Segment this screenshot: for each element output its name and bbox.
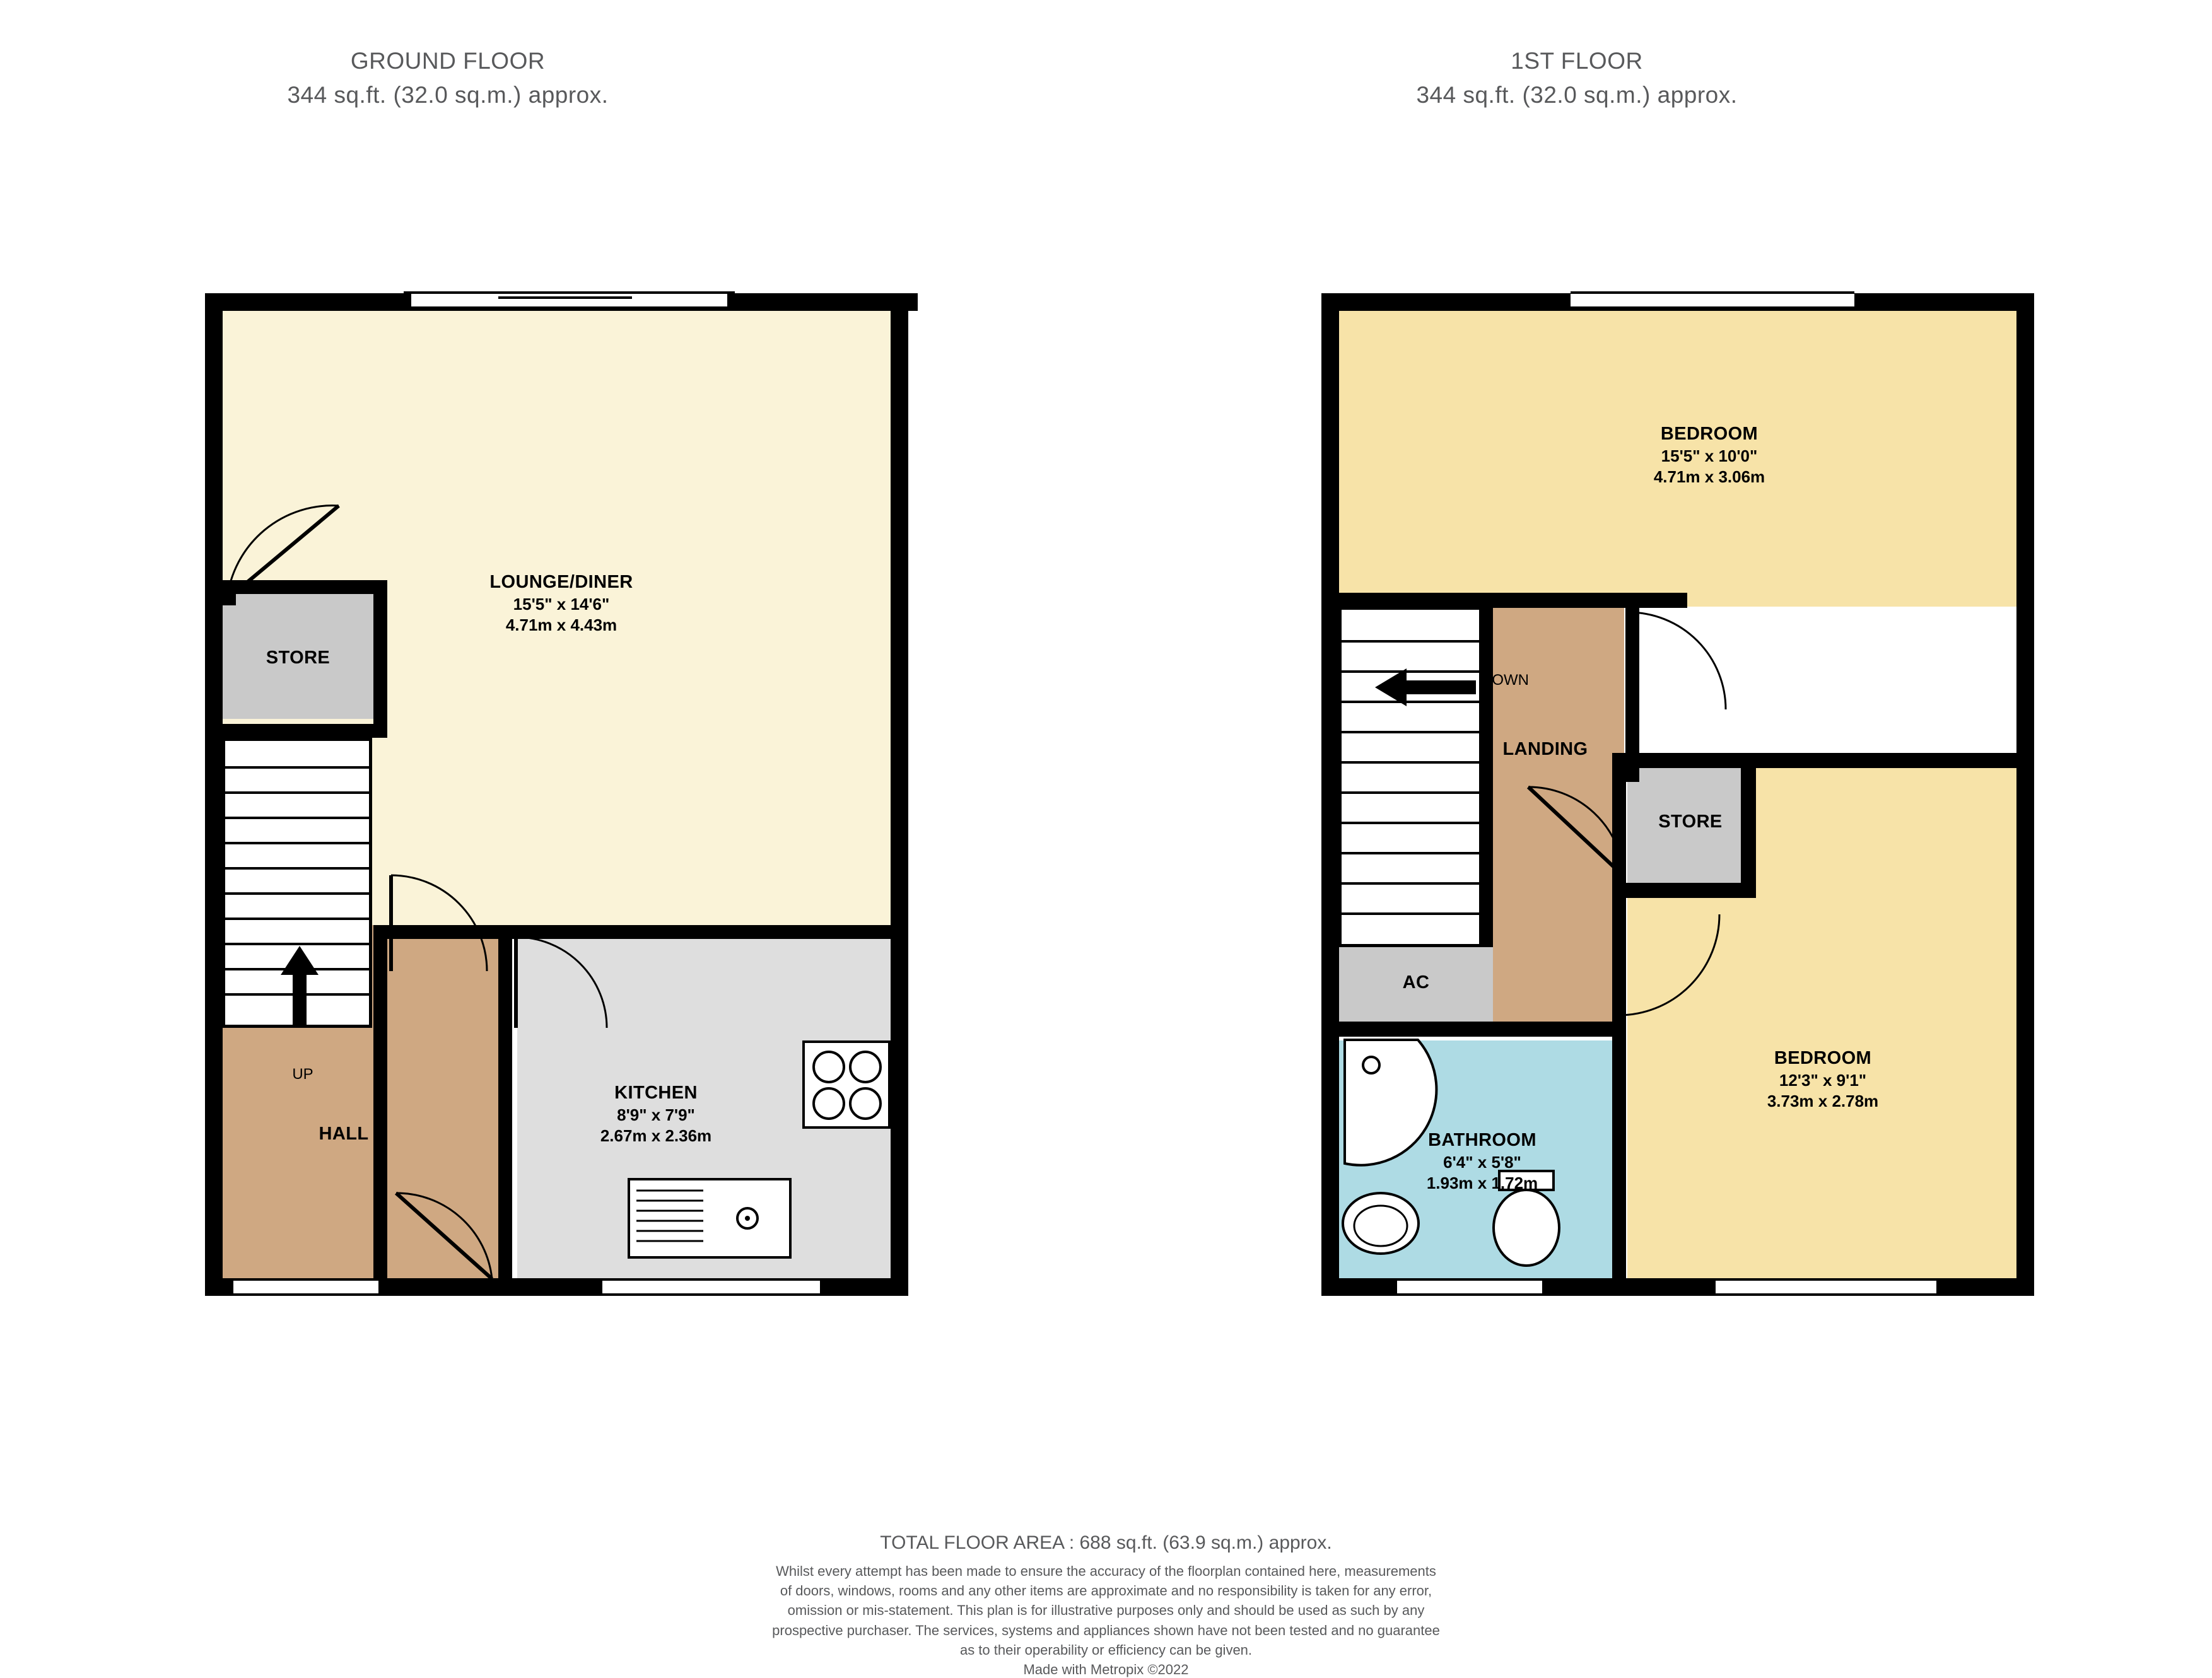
bedroom2-door-arc [1615, 908, 1728, 1025]
stairs-up-arrow [278, 946, 322, 1028]
lounge-door-arc [385, 870, 505, 977]
first-store-label: STORE [1658, 812, 1723, 832]
first-floor-title: 1ST FLOOR [1511, 48, 1643, 74]
ground-floor-area: 344 sq.ft. (32.0 sq.m.) approx. [287, 81, 609, 108]
bedroom1-door-arc [1625, 609, 1738, 719]
disclaimer-line-1: Whilst every attempt has been made to ensure the accuracy of the floorplan contained here, measurements [776, 1563, 1436, 1579]
ac-label: AC [1402, 972, 1430, 993]
made-with-credit: Made with Metropix ©2022 [1023, 1662, 1189, 1678]
stairs-down-arrow [1375, 665, 1476, 709]
ground-wall-left [205, 293, 223, 1296]
bedroom1-window-top [1571, 291, 1854, 309]
disclaimer-line-3: omission or mis-statement. This plan is for illustrative purposes only and should be used as such by any [787, 1602, 1425, 1619]
front-door-arc [391, 1186, 501, 1286]
hall-label: HALL [319, 1124, 369, 1144]
store-door-arc [222, 498, 348, 602]
ground-floor-title: GROUND FLOOR [350, 48, 546, 74]
store-bottom-wall [1612, 883, 1756, 898]
ground-floor-heading [208, 44, 688, 112]
bedroom2-top-wall [1612, 753, 2018, 768]
disclaimer [0, 1561, 2212, 1660]
up-annotation: UP [292, 1066, 313, 1083]
first-floor-heading [1337, 44, 1817, 112]
bathroom-top-wall [1338, 1022, 1625, 1037]
window-jamb-left [404, 291, 411, 309]
bathroom-label: BATHROOM 6'4" x 5'8" 1.93m x 1.72m [1426, 1130, 1538, 1193]
bedroom2-window-bottom [1716, 1278, 1936, 1296]
total-floor-area: TOTAL FLOOR AREA : 688 sq.ft. (63.9 sq.m.) approx. [880, 1532, 1332, 1553]
ground-wall-right [891, 293, 908, 1296]
lounge-diner-label: LOUNGE/DINER 15'5" x 14'6" 4.71m x 4.43m [489, 572, 633, 635]
disclaimer-line-5: as to their operability or efficiency can be given. [959, 1641, 1253, 1658]
kitchen-label: KITCHEN 8'9" x 7'9" 2.67m x 2.36m [600, 1083, 712, 1146]
first-floor-area: 344 sq.ft. (32.0 sq.m.) approx. [1416, 81, 1738, 108]
first-staircase [1338, 607, 1482, 947]
landing-label: LANDING [1502, 739, 1588, 759]
sink-icon [628, 1178, 792, 1259]
basin-icon [1338, 1186, 1424, 1261]
ground-store-label: STORE [266, 648, 331, 668]
disclaimer-line-2: of doors, windows, rooms and any other items are approximate and no responsibility is taken for any error, [780, 1583, 1432, 1599]
footer [0, 1532, 2212, 1678]
hall-window-bottom [233, 1278, 378, 1296]
hob-icon [802, 1040, 891, 1129]
hall-lounge-wall [373, 925, 387, 1278]
window-jamb-right [727, 291, 735, 309]
bathroom-window-bottom [1397, 1278, 1542, 1296]
disclaimer-line-4: prospective purchaser. The services, systems and appliances shown have not been tested and no guarantee [772, 1622, 1440, 1638]
first-wall-right [2016, 293, 2034, 1296]
kitchen-window-bottom [602, 1278, 820, 1296]
bedroom2-label: BEDROOM 12'3" x 9'1" 3.73m x 2.78m [1767, 1048, 1879, 1111]
first-wall-left [1321, 293, 1339, 1296]
lounge-window-top [404, 291, 735, 309]
store-wall-right [373, 580, 387, 738]
down-annotation: DOWN [1481, 672, 1529, 689]
kitchen-door-arc [511, 933, 624, 1040]
store-wall-bottom [222, 724, 387, 738]
landing-top-wall [1612, 593, 1687, 608]
store-door-arc-first [1523, 782, 1630, 889]
bedroom1-label: BEDROOM 15'5" x 10'0" 4.71m x 3.06m [1653, 424, 1765, 487]
window-mullion [498, 296, 632, 299]
bedroom1-bottom-wall [1338, 593, 1625, 608]
